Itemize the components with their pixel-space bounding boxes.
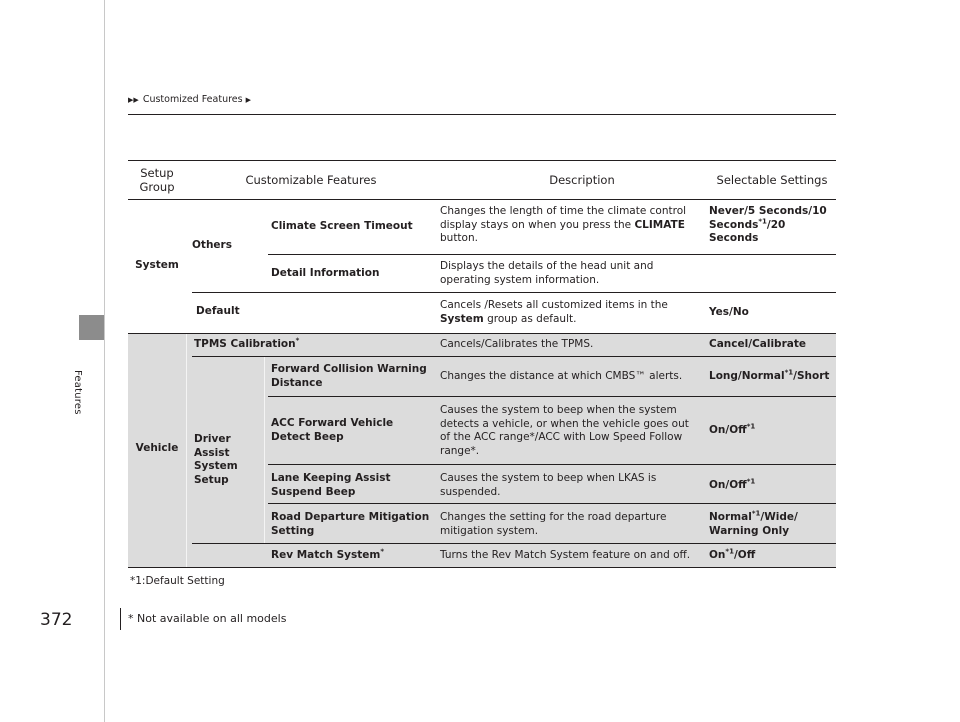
row-divider <box>268 254 836 255</box>
feature-road-departure-mitigation-setting: Road Departure Mitigation Setting <box>271 511 430 537</box>
column-separator <box>264 357 265 543</box>
breadcrumb-arrow-icon: ▶▶ <box>128 96 139 104</box>
settings-forward-collision-warning-distance: Long/Normal$^{*1}$/Short <box>709 368 830 382</box>
settings-climate-screen-timeout: Never/5 Seconds/10 Seconds$^{*1}$/20 Seconds <box>709 205 827 244</box>
settings-rev-match-system: On$^{*1}$/Off <box>709 547 756 561</box>
desc-tpms-calibration: Cancels/Calibrates the TPMS. <box>440 338 594 350</box>
header-description: Description <box>549 173 615 187</box>
column-separator <box>186 334 187 568</box>
table-bottom-rule <box>128 567 836 568</box>
feature-lane-keeping-assist-suspend-beep: Lane Keeping Assist Suspend Beep <box>271 472 391 498</box>
group-system: System <box>135 259 179 271</box>
footnote-rule <box>120 608 121 630</box>
breadcrumb-arrow-icon: ▶ <box>245 96 251 104</box>
header-customizable-features: Customizable Features <box>245 173 377 187</box>
row-divider <box>268 503 836 504</box>
page-number: 372 <box>40 610 73 630</box>
vehicle-group <box>128 334 836 568</box>
system-group <box>128 199 836 333</box>
desc-rev-match-system: Turns the Rev Match System feature on and off. <box>440 549 691 561</box>
desc-default: Cancels /Resets all customized items in the System group as default. <box>440 299 668 325</box>
availability-note: * Not available on all models <box>128 612 287 625</box>
desc-road-departure-mitigation-setting: Changes the setting for the road departure mitigation system. <box>440 511 667 537</box>
settings-tpms-calibration: Cancel/Calibrate <box>709 338 806 350</box>
row-divider <box>192 356 836 357</box>
header-selectable-settings: Selectable Settings <box>716 173 828 187</box>
row-divider <box>268 396 836 397</box>
row-divider <box>192 543 836 544</box>
settings-road-departure-mitigation-setting: Normal$^{*1}$/Wide/ Warning Only <box>709 509 798 537</box>
breadcrumb-section[interactable]: Customized Features <box>142 94 243 105</box>
header-rule <box>128 114 836 115</box>
breadcrumb[interactable] <box>128 94 252 105</box>
table-header <box>128 160 836 200</box>
group-vehicle: Vehicle <box>135 442 179 454</box>
desc-detail-information: Displays the details of the head unit and operating system information. <box>440 260 654 286</box>
feature-rev-match-system: Rev Match System* <box>271 547 385 561</box>
default-setting-note: *1:Default Setting <box>130 575 225 587</box>
feature-forward-collision-warning-distance: Forward Collision Warning Distance <box>271 363 427 389</box>
feature-climate-screen-timeout: Climate Screen Timeout <box>271 220 413 232</box>
section-tab[interactable] <box>79 315 104 340</box>
feature-acc-forward-vehicle-detect-beep: ACC Forward Vehicle Detect Beep <box>271 417 394 443</box>
row-divider <box>268 464 836 465</box>
desc-lane-keeping-assist-suspend-beep: Causes the system to beep when LKAS is suspended. <box>440 472 657 498</box>
subgroup-others: Others <box>192 239 232 251</box>
desc-acc-forward-vehicle-detect-beep: Causes the system to beep when the system detects a vehicle, or when the vehicle goes out of the ACC range*/ACC with Low Speed Follow range*. <box>440 404 689 457</box>
row-divider <box>192 292 836 293</box>
settings-acc-forward-vehicle-detect-beep: On/Off$^{*1}$ <box>709 422 756 436</box>
feature-detail-information: Detail Information <box>271 267 380 279</box>
settings-lane-keeping-assist-suspend-beep: On/Off$^{*1}$ <box>709 477 756 491</box>
desc-forward-collision-warning-distance: Changes the distance at which CMBS™ alerts. <box>440 370 683 382</box>
desc-climate-screen-timeout: Changes the length of time the climate control display stays on when you press the CLIMATE button. <box>440 205 687 244</box>
feature-tpms-calibration: TPMS Calibration* <box>194 336 300 350</box>
section-label: Features <box>72 370 83 415</box>
feature-default: Default <box>196 305 240 317</box>
header-setup-group: Setup Group <box>139 166 175 194</box>
subgroup-driver-assist-system-setup: Driver Assist System Setup <box>194 433 238 486</box>
side-divider <box>104 0 105 722</box>
settings-default: Yes/No <box>709 306 749 318</box>
